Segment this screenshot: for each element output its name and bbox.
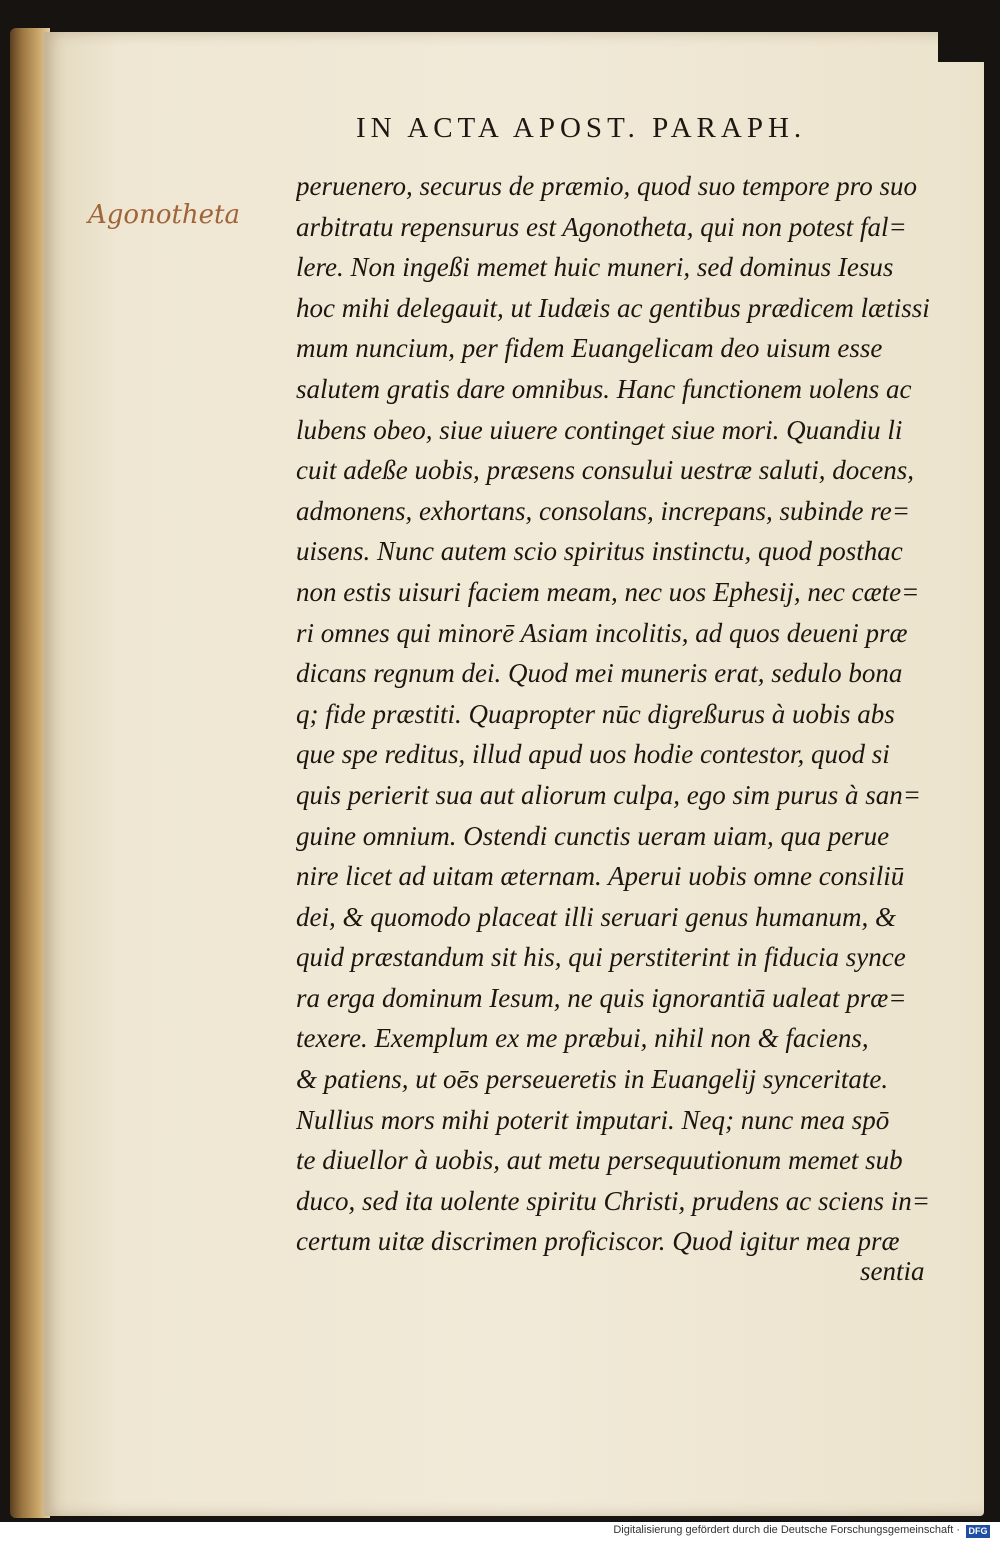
text-line: ra erga dominum Iesum, ne quis ignorantiā ualeat præ= — [296, 982, 907, 1013]
text-line: lubens obeo, siue uiuere continget siue mori. Quandiu li — [296, 414, 903, 445]
text-line: que spe reditus, illud apud uos hodie contestor, quod si — [296, 739, 890, 770]
dfg-logo-icon: DFG — [966, 1525, 990, 1538]
text-line: q; fide præstiti. Quapropter nūc digreßurus à uobis abs — [296, 698, 895, 729]
text-line: admonens, exhortans, consolans, increpans, subinde re= — [296, 495, 910, 526]
text-line: lere. Non ingeßi memet huic muneri, sed dominus Iesus — [296, 252, 894, 283]
text-line: dicans regnum dei. Quod mei muneris erat, sedulo bona — [296, 658, 903, 689]
text-line: guine omnium. Ostendi cunctis ueram uiam, qua perue — [296, 820, 890, 851]
text-line: duco, sed ita uolente spiritu Christi, prudens ac sciens in= — [296, 1185, 930, 1216]
margin-note: Agonotheta — [88, 200, 241, 230]
text-line: ri omnes qui minorē Asiam incolitis, ad quos deueni præ — [296, 617, 908, 648]
text-line: te diuellor à uobis, aut metu persequutionum memet sub — [296, 1145, 903, 1176]
text-line: quis perierit sua aut aliorum culpa, ego sim purus à san= — [296, 779, 921, 810]
text-line: Nullius mors mihi poterit imputari. Neq; nunc mea spō — [296, 1104, 890, 1135]
text-line: texere. Exemplum ex me præbui, nihil non & faciens, — [296, 1023, 869, 1054]
text-line: certum uitæ discrimen proficiscor. Quod igitur mea præ — [296, 1226, 900, 1257]
digitization-credit: Digitalisierung gefördert durch die Deutsche Forschungsgemeinschaft · — [613, 1524, 960, 1536]
catchword: sentia — [860, 1256, 925, 1286]
running-head: IN ACTA APOST. PARAPH. — [356, 112, 807, 144]
text-line: salutem gratis dare omnibus. Hanc functionem uolens ac — [296, 373, 912, 404]
text-line: arbitratu repensurus est Agonotheta, qui non potest fal= — [296, 211, 907, 242]
body-text — [296, 166, 944, 1262]
text-line: non estis uisuri faciem meam, nec uos Ephesij, nec cæte= — [296, 576, 920, 607]
text-line: cuit adeße uobis, præsens consului uestræ saluti, docens, — [296, 455, 914, 486]
text-line: nire licet ad uitam æternam. Aperui uobis omne consiliū — [296, 861, 905, 892]
text-line: quid præstandum sit his, qui perstiterint in fiducia synce — [296, 942, 906, 973]
text-line: hoc mihi delegauit, ut Iudæis ac gentibus prædicem lætissi — [296, 292, 930, 323]
text-line: mum nuncium, per fidem Euangelicam deo uisum esse — [296, 333, 883, 364]
text-line: uisens. Nunc autem scio spiritus instinctu, quod posthac — [296, 536, 903, 567]
text-line: peruenero, securus de præmio, quod suo tempore pro suo — [296, 171, 917, 201]
text-line: dei, & quomodo placeat illi seruari genus humanum, & — [296, 901, 896, 932]
page-corner-damage — [938, 32, 984, 62]
text-line: & patiens, ut oēs perseueretis in Euangelij synceritate. — [296, 1064, 889, 1095]
